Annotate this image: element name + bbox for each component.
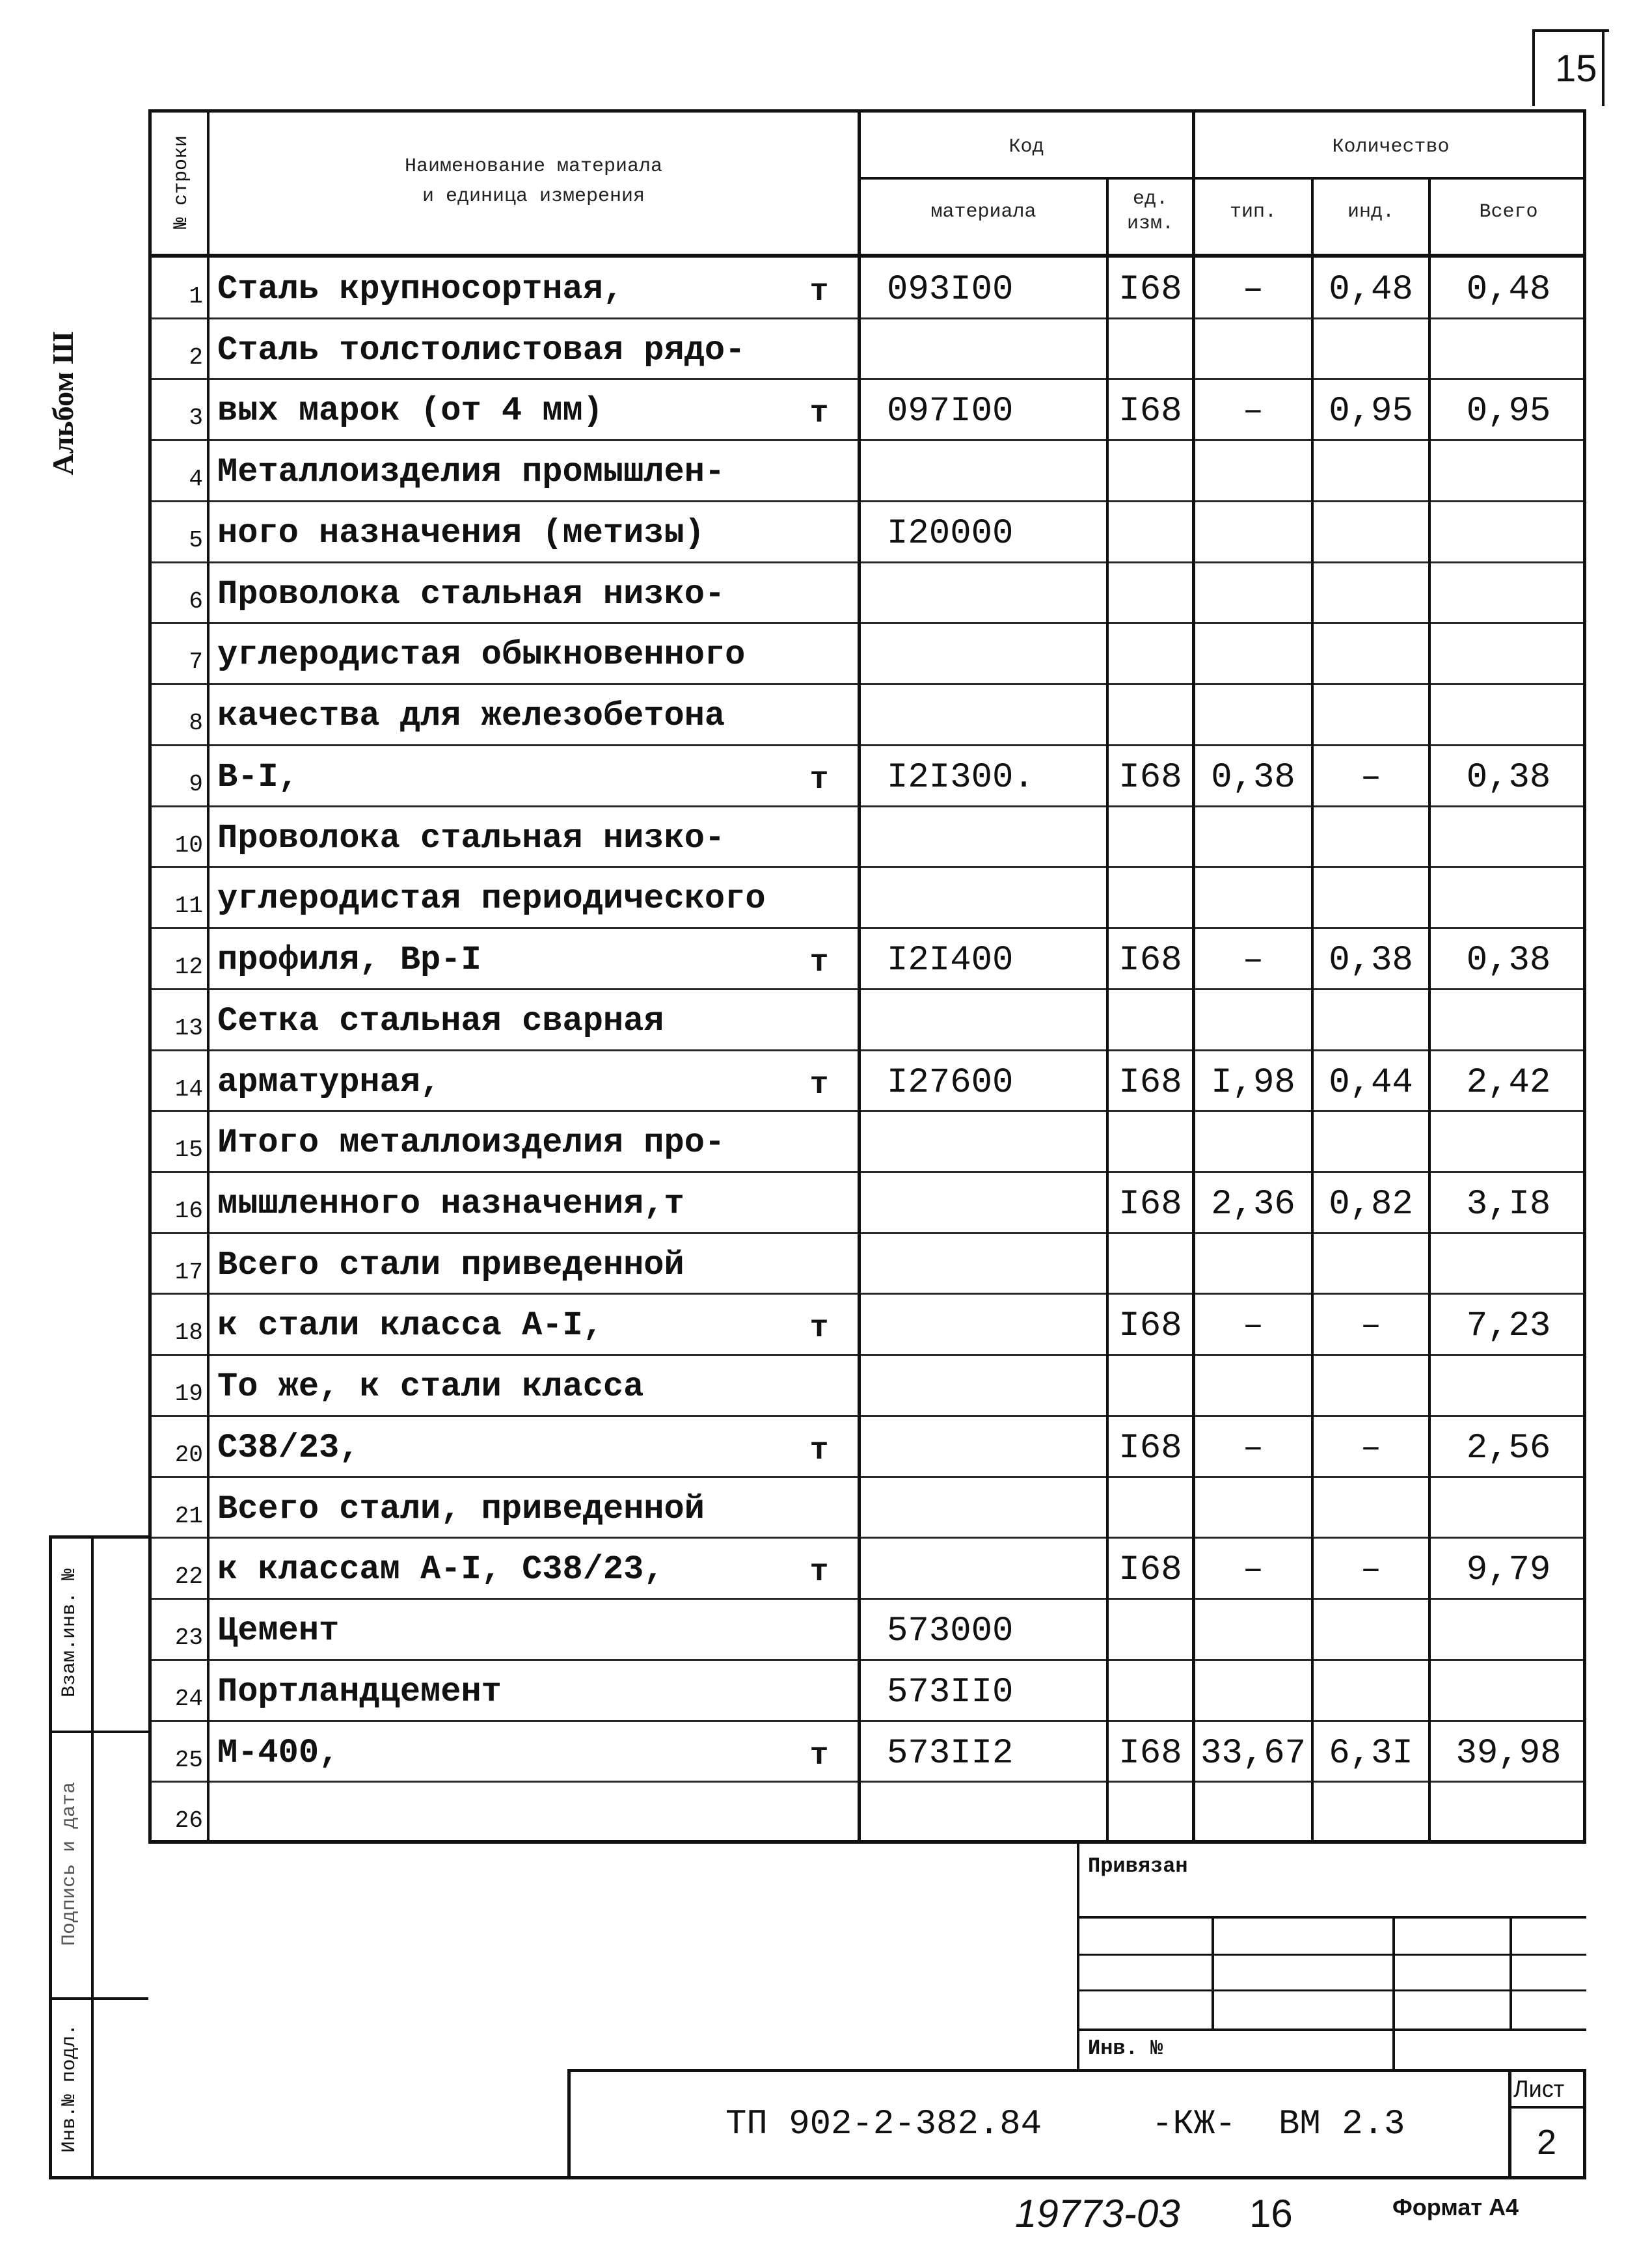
row-number: 16 — [174, 1198, 203, 1224]
material-name: ного назначения (метизы) — [217, 514, 705, 552]
unit-code: I68 — [1118, 1063, 1182, 1103]
unit-code — [1109, 684, 1192, 746]
material-name: к стали класса А-I, — [217, 1306, 603, 1345]
material-name: Портландцемент — [217, 1673, 502, 1711]
qty-ind: – — [1360, 1550, 1382, 1590]
qty-ind: – — [1360, 758, 1382, 798]
material-code — [861, 319, 1106, 380]
unit-code — [1109, 990, 1192, 1051]
row-number: 4 — [189, 466, 203, 492]
qty-total — [1431, 1782, 1586, 1843]
material-code — [861, 440, 1106, 502]
material-unit: т — [809, 275, 829, 310]
qty-ind — [1314, 502, 1428, 563]
list-label: Лист — [1513, 2075, 1565, 2102]
material-unit — [781, 1233, 858, 1295]
privyazan-label: Привязан — [1088, 1854, 1188, 1878]
header-qty-tip: тип. — [1229, 201, 1277, 223]
material-name: Всего стали приведенной — [217, 1246, 684, 1284]
qty-ind — [1314, 1233, 1428, 1295]
qty-total — [1431, 623, 1586, 684]
header-code: Код — [1009, 136, 1044, 158]
material-unit — [781, 319, 858, 380]
material-code: I2I300. — [887, 758, 1035, 798]
unit-code — [1109, 1782, 1192, 1843]
material-name: То же, к стали класса — [217, 1368, 644, 1406]
material-unit: т — [809, 762, 829, 798]
qty-total — [1431, 807, 1586, 868]
qty-total: 0,48 — [1466, 270, 1551, 310]
material-unit — [781, 1355, 858, 1416]
qty-total — [1431, 1233, 1586, 1295]
material-code: 573II0 — [887, 1673, 1014, 1712]
qty-ind — [1314, 623, 1428, 684]
material-name: углеродистая обыкновенного — [217, 636, 746, 674]
qty-tip: – — [1242, 941, 1264, 980]
material-unit — [781, 623, 858, 684]
row-number: 13 — [174, 1015, 203, 1042]
qty-tip — [1195, 440, 1311, 502]
header-name-line1: Наименование материала — [404, 155, 663, 178]
material-unit — [781, 1111, 858, 1172]
qty-tip — [1195, 623, 1311, 684]
material-unit — [781, 563, 858, 624]
material-name: Проволока стальная низко- — [217, 819, 725, 857]
qty-total: 0,38 — [1466, 941, 1551, 980]
material-code: 097I00 — [887, 392, 1014, 431]
unit-code — [1109, 1660, 1192, 1721]
row-number: 15 — [174, 1137, 203, 1163]
unit-code — [1109, 1111, 1192, 1172]
qty-tip — [1195, 807, 1311, 868]
qty-tip: – — [1242, 270, 1264, 310]
material-name: Всего стали, приведенной — [217, 1490, 705, 1528]
qty-total — [1431, 563, 1586, 624]
header-code-unit-line1: ед. — [1132, 188, 1168, 210]
material-name: Цемент — [217, 1611, 340, 1650]
qty-ind — [1314, 867, 1428, 928]
header-code-unit-line2: изм. — [1126, 213, 1174, 235]
material-unit — [781, 807, 858, 868]
header-qty-ind: инд. — [1347, 201, 1394, 223]
material-unit — [781, 1172, 858, 1233]
qty-tip: 0,38 — [1211, 758, 1295, 798]
qty-ind — [1314, 990, 1428, 1051]
qty-ind: 0,48 — [1329, 270, 1413, 310]
side-inv-podl: Инв.№ подл. — [59, 2023, 81, 2153]
qty-ind — [1314, 563, 1428, 624]
unit-code — [1109, 1477, 1192, 1539]
qty-ind — [1314, 1599, 1428, 1660]
material-unit — [781, 867, 858, 928]
material-name: мышленного назначения,т — [217, 1185, 684, 1223]
qty-tip: I,98 — [1211, 1063, 1295, 1103]
qty-tip — [1195, 1599, 1311, 1660]
row-number: 8 — [189, 710, 203, 736]
material-name: Проволока стальная низко- — [217, 575, 725, 613]
unit-code — [1109, 867, 1192, 928]
material-unit — [781, 1782, 858, 1843]
row-number: 5 — [189, 527, 203, 554]
qty-total: 2,56 — [1466, 1429, 1551, 1468]
format-label: Формат А4 — [1392, 2194, 1519, 2220]
qty-ind — [1314, 1477, 1428, 1539]
qty-total: 9,79 — [1466, 1550, 1551, 1590]
material-code — [861, 1782, 1106, 1843]
unit-code: I68 — [1118, 1550, 1182, 1590]
unit-code — [1109, 1233, 1192, 1295]
qty-total — [1431, 1477, 1586, 1539]
row-number: 24 — [174, 1686, 203, 1712]
material-name: Сталь крупносортная, — [217, 270, 624, 308]
page-number: 15 — [1555, 47, 1597, 90]
row-number: 12 — [174, 954, 203, 980]
material-code — [861, 1416, 1106, 1477]
qty-ind: – — [1360, 1306, 1382, 1346]
row-number: 1 — [189, 283, 203, 310]
material-unit: т — [809, 1311, 829, 1346]
material-name: Итого металлоизделия про- — [217, 1124, 725, 1162]
material-code — [861, 1111, 1106, 1172]
material-name: Сталь толстолистовая рядо- — [217, 331, 746, 370]
qty-total — [1431, 1355, 1586, 1416]
material-unit: т — [809, 1738, 829, 1773]
row-number: 9 — [189, 771, 203, 798]
qty-total: 0,95 — [1466, 392, 1551, 431]
material-unit — [781, 1660, 858, 1721]
row-number: 14 — [174, 1076, 203, 1103]
unit-code — [1109, 502, 1192, 563]
qty-tip — [1195, 867, 1311, 928]
qty-tip — [1195, 1111, 1311, 1172]
qty-total: 0,38 — [1466, 758, 1551, 798]
material-unit — [781, 990, 858, 1051]
unit-code: I68 — [1118, 1306, 1182, 1346]
side-podpis-data: Подпись и дата — [59, 1781, 81, 1947]
qty-total — [1431, 319, 1586, 380]
header-row-no: № строки — [170, 135, 193, 230]
album-label: Альбом Ш — [46, 331, 79, 476]
material-unit — [781, 440, 858, 502]
header-qty-total: Всего — [1479, 201, 1538, 223]
qty-tip — [1195, 563, 1311, 624]
unit-code — [1109, 807, 1192, 868]
qty-total: 3,I8 — [1466, 1185, 1551, 1224]
row-number: 3 — [189, 405, 203, 431]
qty-tip — [1195, 1782, 1311, 1843]
material-unit: т — [809, 1068, 829, 1103]
qty-ind: 6,3I — [1329, 1734, 1413, 1773]
row-number: 7 — [189, 649, 203, 675]
qty-tip: 2,36 — [1211, 1185, 1295, 1224]
material-name: С38/23, — [217, 1429, 360, 1467]
mark: -КЖ- — [1152, 2105, 1236, 2144]
row-number: 11 — [174, 893, 203, 919]
qty-ind: 0,38 — [1329, 941, 1413, 980]
qty-ind — [1314, 684, 1428, 746]
qty-tip: – — [1242, 1550, 1264, 1590]
qty-tip — [1195, 1477, 1311, 1539]
qty-total: 39,98 — [1456, 1734, 1562, 1773]
qty-total — [1431, 684, 1586, 746]
material-name: В-I, — [217, 758, 299, 796]
material-name: к классам А-I, С38/23, — [217, 1550, 664, 1589]
material-name: углеродистая периодического — [217, 880, 766, 918]
header-quantity: Количество — [1332, 136, 1450, 158]
row-number: 22 — [174, 1563, 203, 1590]
unit-code: I68 — [1118, 758, 1182, 798]
qty-total — [1431, 1660, 1586, 1721]
header-name-line2: и единица измерения — [422, 185, 645, 208]
material-code — [861, 1233, 1106, 1295]
row-number: 25 — [174, 1747, 203, 1773]
designation: ТП 902-2-382.84 — [725, 2105, 1042, 2144]
qty-ind: 0,95 — [1329, 392, 1413, 431]
qty-tip — [1195, 319, 1311, 380]
unit-code: I68 — [1118, 1734, 1182, 1773]
material-code: I20000 — [887, 514, 1014, 554]
material-code — [861, 1477, 1106, 1539]
unit-code: I68 — [1118, 941, 1182, 980]
row-number: 10 — [174, 832, 203, 859]
unit-code: I68 — [1118, 1429, 1182, 1468]
qty-total — [1431, 1599, 1586, 1660]
qty-tip: 33,67 — [1200, 1734, 1307, 1773]
unit-code — [1109, 319, 1192, 380]
qty-tip — [1195, 1355, 1311, 1416]
material-code: I27600 — [887, 1063, 1014, 1103]
row-number: 6 — [189, 588, 203, 615]
row-number: 17 — [174, 1259, 203, 1286]
qty-total — [1431, 502, 1586, 563]
material-code — [861, 807, 1106, 868]
qty-tip: – — [1242, 1429, 1264, 1468]
material-unit — [781, 502, 858, 563]
row-number: 26 — [174, 1807, 203, 1834]
qty-ind — [1314, 1782, 1428, 1843]
material-unit: т — [809, 396, 829, 431]
unit-code — [1109, 1599, 1192, 1660]
qty-tip: – — [1242, 392, 1264, 431]
side-vzam-inv: Взам.инв. № — [59, 1568, 81, 1698]
qty-tip — [1195, 1660, 1311, 1721]
qty-ind — [1314, 807, 1428, 868]
qty-ind: 0,82 — [1329, 1185, 1413, 1224]
qty-tip — [1195, 502, 1311, 563]
unit-code — [1109, 440, 1192, 502]
qty-total — [1431, 990, 1586, 1051]
material-code — [861, 990, 1106, 1051]
row-number: 18 — [174, 1319, 203, 1346]
material-unit — [781, 684, 858, 746]
unit-code — [1109, 563, 1192, 624]
material-code: 573000 — [887, 1611, 1014, 1651]
qty-ind — [1314, 1355, 1428, 1416]
qty-tip — [1195, 684, 1311, 746]
material-name — [210, 1782, 781, 1843]
qty-ind — [1314, 319, 1428, 380]
row-number: 19 — [174, 1381, 203, 1407]
qty-total — [1431, 1111, 1586, 1172]
qty-total: 2,42 — [1466, 1063, 1551, 1103]
title-block — [567, 2069, 1586, 2179]
material-code: 573II2 — [887, 1734, 1014, 1773]
row-number: 2 — [189, 344, 203, 371]
material-unit — [781, 1477, 858, 1539]
qty-total — [1431, 867, 1586, 928]
unit-code: I68 — [1118, 270, 1182, 310]
row-number: 21 — [174, 1503, 203, 1530]
material-code — [861, 563, 1106, 624]
list-number: 2 — [1537, 2123, 1557, 2162]
material-unit: т — [809, 1433, 829, 1468]
qty-total — [1431, 440, 1586, 502]
header-code-material: материала — [930, 201, 1036, 223]
material-code — [861, 1294, 1106, 1355]
unit-code — [1109, 1355, 1192, 1416]
material-name: М-400, — [217, 1734, 340, 1772]
material-name: качества для железобетона — [217, 697, 725, 735]
material-name: Сетка стальная сварная — [217, 1002, 664, 1040]
row-number: 20 — [174, 1442, 203, 1468]
material-unit: т — [809, 1555, 829, 1590]
page-ref: 16 — [1249, 2192, 1293, 2235]
material-name: Металлоизделия промышлен- — [217, 453, 725, 491]
qty-ind: – — [1360, 1429, 1382, 1468]
inv-label: Инв. № — [1088, 2036, 1163, 2060]
qty-ind — [1314, 1660, 1428, 1721]
material-name: профиля, Вр-I — [217, 941, 481, 979]
qty-ind — [1314, 1111, 1428, 1172]
material-code — [861, 684, 1106, 746]
qty-tip — [1195, 1233, 1311, 1295]
unit-code: I68 — [1118, 1185, 1182, 1224]
material-unit — [781, 1599, 858, 1660]
material-code — [861, 867, 1106, 928]
material-name: вых марок (от 4 мм) — [217, 392, 603, 430]
material-code — [861, 1538, 1106, 1599]
material-unit: т — [809, 945, 829, 980]
handwritten-number: 19773-03 — [1015, 2192, 1180, 2235]
material-name: арматурная, — [217, 1063, 441, 1101]
qty-tip: – — [1242, 1306, 1264, 1346]
qty-ind: 0,44 — [1329, 1063, 1413, 1103]
material-code — [861, 1355, 1106, 1416]
material-code — [861, 1172, 1106, 1233]
material-code: I2I400 — [887, 941, 1014, 980]
unit-code: I68 — [1118, 392, 1182, 431]
sheet-code: ВМ 2.3 — [1279, 2105, 1405, 2144]
unit-code — [1109, 623, 1192, 684]
row-number: 23 — [174, 1624, 203, 1651]
qty-total: 7,23 — [1466, 1306, 1551, 1346]
qty-ind — [1314, 440, 1428, 502]
material-code — [861, 623, 1106, 684]
material-code: 093I00 — [887, 270, 1014, 310]
qty-tip — [1195, 990, 1311, 1051]
